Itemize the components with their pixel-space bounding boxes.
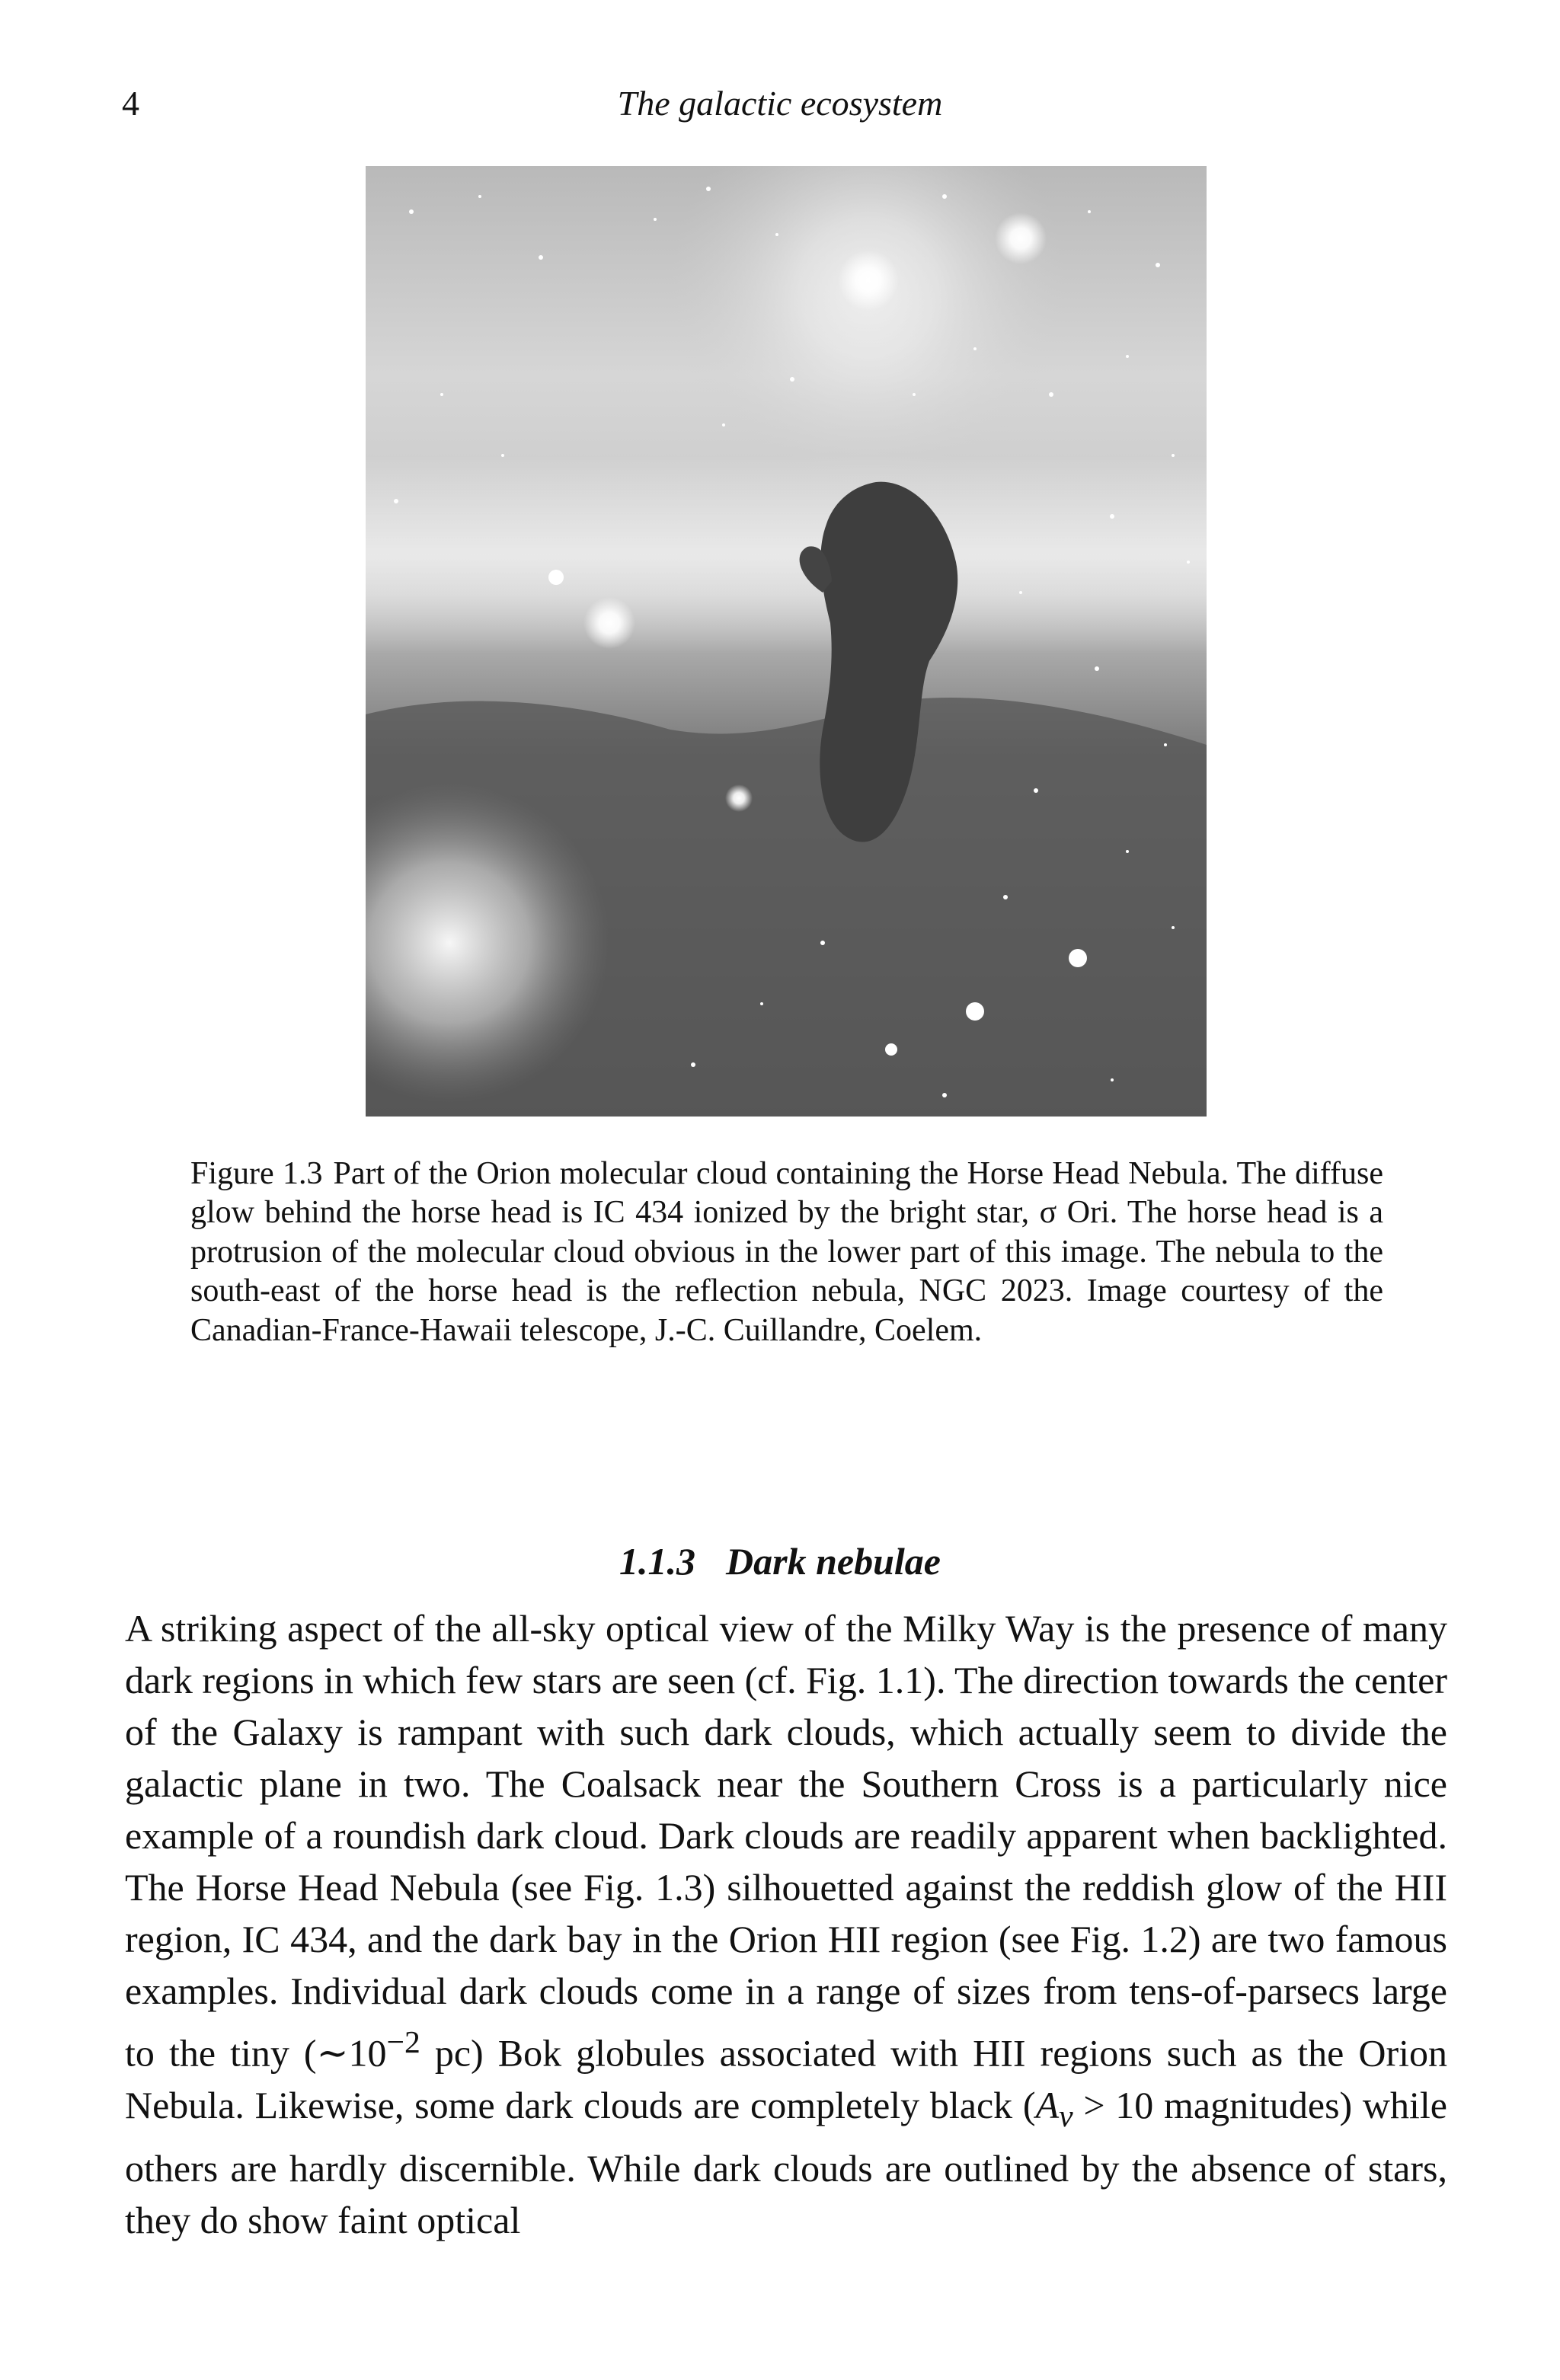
section-title: Dark nebulae [726,1540,941,1583]
section-heading [0,1538,1560,1584]
horsehead-nebula-photo [366,166,1207,1117]
paragraph-text: pc) Bok globules associated with HII regions such as the Orion Nebula. Likewise, some dark clouds are completely black ( [125,2031,1447,2126]
extinction-subscript-letter: v [1059,2098,1073,2134]
extinction-symbol: A [1035,2083,1060,2126]
figure-label: Figure 1.3 [190,1156,323,1191]
running-head: The galactic ecosystem [617,84,943,123]
section-number: 1.1.3 [619,1540,696,1583]
exponent: −2 [386,2025,420,2060]
paragraph-text: A striking aspect of the all-sky optical view of the Milky Way is the presence of many dark regions in which few stars are seen (cf. Fig. 1.1). The direction towards the center of the Galaxy is rampant with such dark clouds, which actually seem to divide the galactic plane in two. The Coalsack near the Southern Cross is a particularly nice example of a roundish dark cloud. Dark clouds are readily apparent when backlighted. The Horse Head Nebula (see Fig. 1.3) silhouetted against the reddish glow of the HII region, IC 434, and the dark bay in the Orion HII region (see Fig. 1.2) are two famous examples. Individual dark clouds come in a range of sizes from tens-of-parsecs large to the tiny (∼10 [125,1607,1447,2075]
figure-caption-text: Part of the Orion molecular cloud containing the Horse Head Nebula. The diffuse glow behind the horse head is IC 434 ionized by the bright star, σ Ori. The horse head is a protrusion of the molecular cloud obvious in the lower part of this image. The nebula to the south-east of the horse head is the reflection nebula, NGC 2023. Image courtesy of the Canadian-France-Hawaii telescope, J.-C. Cuillandre, Coelem. [190,1156,1383,1348]
paragraph-text: > 10 magnitudes) while others are hardly discernible. While dark clouds are outlined by the absence of stars, they do show faint optical [125,2083,1447,2241]
body-paragraph [125,1602,1447,2246]
page-number: 4 [122,84,139,123]
extinction-subscript [1059,2099,1073,2134]
figure-caption [190,1155,1383,1350]
